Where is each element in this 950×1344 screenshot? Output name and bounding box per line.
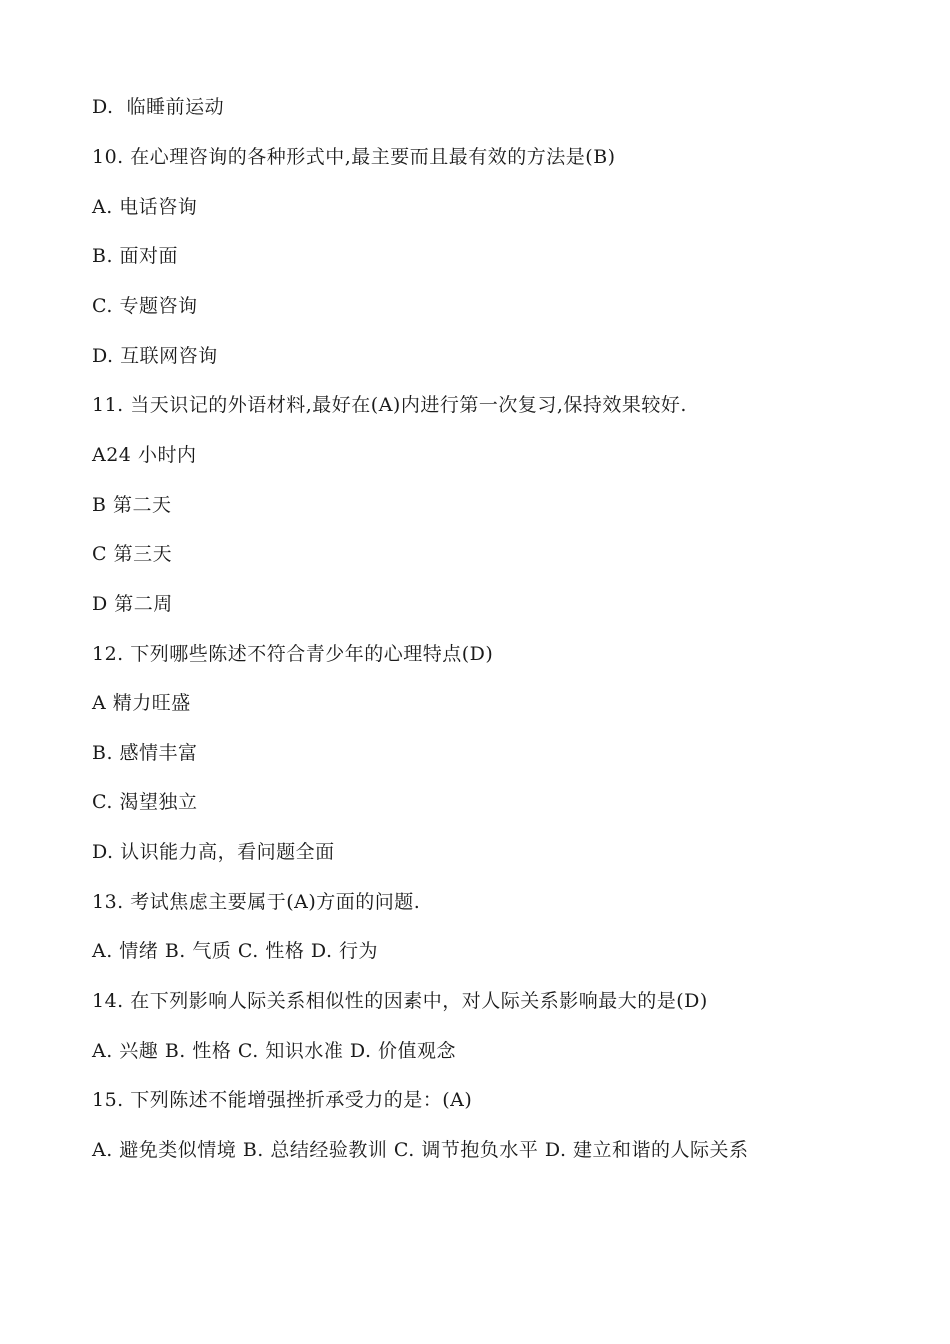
options-q14: A. 兴趣 B. 性格 C. 知识水准 D. 价值观念 <box>92 1040 457 1062</box>
option-a-q10: A. 电话咨询 <box>92 196 198 218</box>
question-14: 14. 在下列影响人际关系相似性的因素中，对人际关系影响最大的是(D) <box>92 990 708 1012</box>
question-10: 10. 在心理咨询的各种形式中,最主要而且最有效的方法是(B) <box>92 146 616 168</box>
option-c-q11: C 第三天 <box>92 543 173 565</box>
option-d-q12: D. 认识能力高，看问题全面 <box>92 841 335 863</box>
option-d-q10: D. 互联网咨询 <box>92 345 218 367</box>
option-b-q10: B. 面对面 <box>92 245 179 267</box>
option-c-q10: C. 专题咨询 <box>92 295 198 317</box>
question-15: 15. 下列陈述不能增强挫折承受力的是：(A) <box>92 1089 473 1111</box>
option-d-q11: D 第二周 <box>92 593 173 615</box>
option-a-q11: A24 小时内 <box>92 444 197 466</box>
question-12: 12. 下列哪些陈述不符合青少年的心理特点(D) <box>92 643 494 665</box>
option-a-q12: A 精力旺盛 <box>92 692 191 714</box>
question-11: 11. 当天识记的外语材料,最好在(A)内进行第一次复习,保持效果较好. <box>92 394 687 416</box>
option-d-q9: D. 临睡前运动 <box>92 96 225 118</box>
options-q15: A. 避免类似情境 B. 总结经验教训 C. 调节抱负水平 D. 建立和谐的人际关系 <box>92 1139 749 1161</box>
option-c-q12: C. 渴望独立 <box>92 791 198 813</box>
option-b-q11: B 第二天 <box>92 494 172 516</box>
option-b-q12: B. 感情丰富 <box>92 742 198 764</box>
question-13: 13. 考试焦虑主要属于(A)方面的问题. <box>92 891 421 913</box>
options-q13: A. 情绪 B. 气质 C. 性格 D. 行为 <box>92 940 379 962</box>
